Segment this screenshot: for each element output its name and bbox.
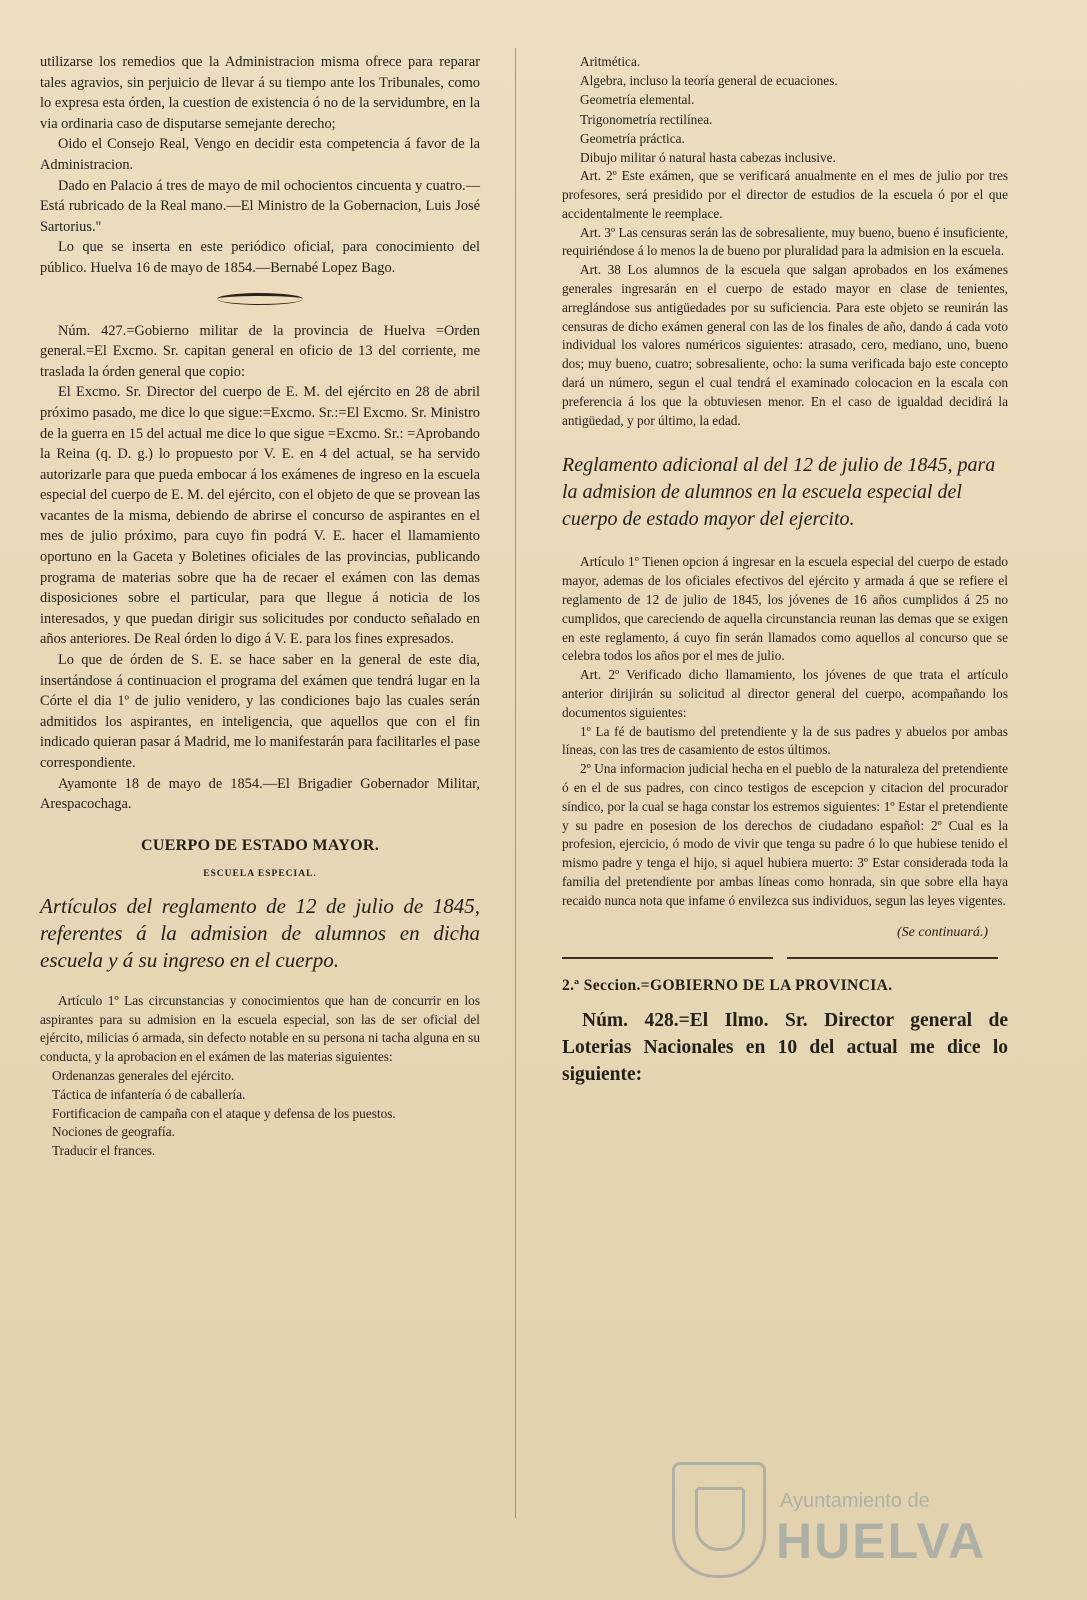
article-paragraph: 1º La fé de bautismo del pretendiente y la de sus padres y abuelos por ambas líneas, con las tres de casamiento de estos últimos.: [562, 723, 1008, 758]
list-item: Táctica de infantería ó de caballería.: [52, 1086, 246, 1102]
list-item: Algebra, incluso la teoría general de ecuaciones.: [580, 73, 838, 89]
article-paragraph: 2º Una informacion judicial hecha en el pueblo de la naturaleza del pretendiente ó en el de sus padres, con cinco testigos de escepcion y citacion del procurador síndico, por la cual se haga constar los estremos siguientes: 1º Estar el pretendiente y su padre en posesion de los derechos de ciudadano español: 2º Cual es la profesion, ejercicio, ó modo de vivir que tenga su padre ó lo que hubiese tenido el mismo padre y tenga el hijo, si aquel hubiera muerto: 3º Estar considerada toda la familia del pretendiente por ambas líneas como honrada, sin que sobre ella haya recaido nunca nota que infame ó envilezca sus individuos, segun las leyes vigentes.: [562, 761, 1008, 908]
num427-paragraph: El Excmo. Sr. Director del cuerpo de E. M. del ejército en 28 de abril próximo pasado, me dice lo que sigue:=Excmo. Sr.:=El Excmo. Sr. Ministro de la guerra en 15 del actual me dice lo que sigue =Excmo. Sr.: =Aprobando la Reina (q. D. g.) lo propuesto por V. E. en 4 del actual, se ha servido autorizarle para que pueda embocar á los exámenes de ingreso en la escuela especial del cuerpo de E. M. del ejército, con el objeto de que se provean las vacantes de la misma, debiendo de abrirse el concurso de aspirantes en el mes de julio próximo, para cuyo fin podrá V. E. hacer el llamamiento oportuno en la Gaceta y Boletines oficiales de las provincias, publicando programa de materias sobre que ha de recaer el exámen con las demas disposiciones sobre el particular, para que llegue á noticia de los interesados, y que puedan dirigir sus solicitudes por conducto señalado en años anteriores. De Real órden lo digo á V. E. para los fines expresados.: [40, 384, 480, 648]
watermark-small-text: Ayuntamiento de: [780, 1490, 930, 1512]
reglamento-heading: Reglamento adicional al del 12 de julio de 1845, para la admision de alumnos en la escuela especial del cuerpo de estado mayor del ejercito.: [562, 454, 996, 531]
article-paragraph: Art. 38 Los alumnos de la escuela que salgan aprobados en los exámenes generales ingresarán en el cuerpo de estado mayor en clase de tenientes, arreglándose sus antigüedades por su suficiencia. Para este objeto se reunirán las censuras de dicho exámen general con las de los finales de año, dando á cada voto individual los valores numéricos siguientes: atrasado, cero, mediano, uno, bueno dos; muy bueno, cuatro; sobresaliente, ocho: la suma verificada bajo este concepto dará un número, segun el cual tendrá el examinado colocacion en la escala con preferencia á los que la obtuviesen menor. En el caso de igualdad decidirá la antigüedad, y por último, la edad.: [562, 262, 1008, 428]
num427-paragraph: Ayamonte 18 de mayo de 1854.—El Brigadier Gobernador Militar, Arespacochaga.: [40, 775, 480, 813]
num428-paragraph: Núm. 428.=El Ilmo. Sr. Director general de Loterias Nacionales en 10 del actual me dice lo siguiente:: [562, 1009, 1008, 1085]
archive-watermark: [672, 1462, 1012, 1582]
list-item: Traducir el frances.: [52, 1143, 156, 1159]
article-1: Artículo 1º Las circunstancias y conocimientos que han de concurrir en los aspirantes para su admision en la escuela especial, son las de ser oficial del ejército, milicias ó armada, sin defecto notable en su persona ni tacha alguna en su conducta, y la aprobacion en el exámen de las materias siguientes:: [40, 992, 480, 1065]
left-column: [40, 52, 480, 1161]
article-paragraph: Art. 3º Las censuras serán las de sobresaliente, muy bueno, bueno é insuficiente, requiriéndose á lo menos la de bueno por pluralidad para la admision en la escuela.: [562, 224, 1009, 259]
intro-paragraph: Lo que se inserta en este periódico oficial, para conocimiento del público. Huelva 16 de mayo de 1854.—Bernabé Lopez Bago.: [40, 239, 480, 276]
section-2-title: 2.ª Seccion.=GOBIERNO DE LA PROVINCIA.: [562, 976, 893, 994]
article-paragraph: Art. 2º Verificado dicho llamamiento, los jóvenes de que trata el artículo anterior dirijirán su solicitud al director general del cuerpo, acompañando los documentos siguientes:: [562, 667, 1008, 720]
num427-paragraph: Núm. 427.=Gobierno militar de la provincia de Huelva =Orden general.=El Excmo. Sr. capitan general en oficio de 13 del corriente, me traslada la órden general que copio:: [40, 322, 480, 380]
sub-title: ESCUELA ESPECIAL.: [203, 868, 317, 879]
list-item: Nociones de geografía.: [52, 1124, 175, 1140]
article-paragraph: Artículo 1º Tienen opcion á ingresar en la escuela especial del cuerpo de estado mayor, ademas de los oficiales efectivos del ejército y armada á que se refiere el reglamento de 12 de julio de 1845, los jóvenes de 16 años cumplidos á 25 no cumplidos, que careciendo de aquella circunstancia reunan las demas que se exigen en este reglamento, á cuyo fin serán llamados como aquellos al concurso que se celebra todos los años por el mes de julio.: [562, 554, 1008, 664]
column-divider: [515, 48, 516, 1518]
shield-icon: [672, 1462, 766, 1578]
article-paragraph: Art. 2º Este exámen, que se verificará anualmente en el mes de julio por tres profesores, será presidido por el director de estudios de la escuela ó por el que accidentalmente le reemplace.: [562, 168, 1008, 221]
list-item: Geometría práctica.: [580, 130, 685, 146]
double-rule: [562, 957, 998, 959]
intro-paragraph: utilizarse los remedios que la Administracion misma ofrece para reparar tales agravios, sin perjuicio de llevar á su tiempo ante los Tribunales, como lo expresa esta órden, la cuestion de existencia ó no de la servidumbre, en la via ordinaria caso de disputarse semejante derecho;: [40, 54, 480, 132]
list-item: Fortificacion de campaña con el ataque y defensa de los puestos.: [52, 1105, 396, 1121]
intro-paragraph: Dado en Palacio á tres de mayo de mil ochocientos cincuenta y cuatro.—Está rubricado de la Real mano.—El Ministro de la Gobernacion, Luis José Sartorius.": [40, 177, 480, 235]
list-item: Dibujo militar ó natural hasta cabezas inclusive.: [580, 150, 836, 166]
materias-list: [40, 1067, 480, 1161]
continuation-note: (Se continuará.): [897, 924, 988, 940]
list-item: Trigonometría rectilínea.: [580, 111, 713, 127]
materias-list-continued: [562, 52, 1008, 167]
ornament-divider: [217, 293, 303, 305]
right-column: [562, 52, 1008, 1088]
watermark-big-text: HUELVA: [776, 1513, 987, 1569]
list-item: Aritmética.: [580, 54, 641, 69]
num427-paragraph: Lo que de órden de S. E. se hace saber en la general de este dia, insertándose á continuacion el programa del exámen que tendrá lugar en la Córte el dia 1º de julio venidero, y las condiciones bajo las cuales serán admitidos los aspirantes, en inteligencia, que aquellos que con el fin indicado quieran pasar á Madrid, me lo manifestarán para facilitarles el pase correspondiente.: [40, 652, 480, 771]
intro-paragraph: Oido el Consejo Real, Vengo en decidir esta competencia á favor de la Administracion.: [40, 136, 480, 173]
section-title: CUERPO DE ESTADO MAYOR.: [140, 836, 380, 854]
list-item: Geometría elemental.: [580, 92, 695, 108]
list-item: Ordenanzas generales del ejército.: [52, 1067, 235, 1083]
articles-heading: Artículos del reglamento de 12 de julio de 1845, referentes á la admision de alumnos en dicha escuela y á su ingreso en el cuerpo.: [40, 893, 480, 972]
